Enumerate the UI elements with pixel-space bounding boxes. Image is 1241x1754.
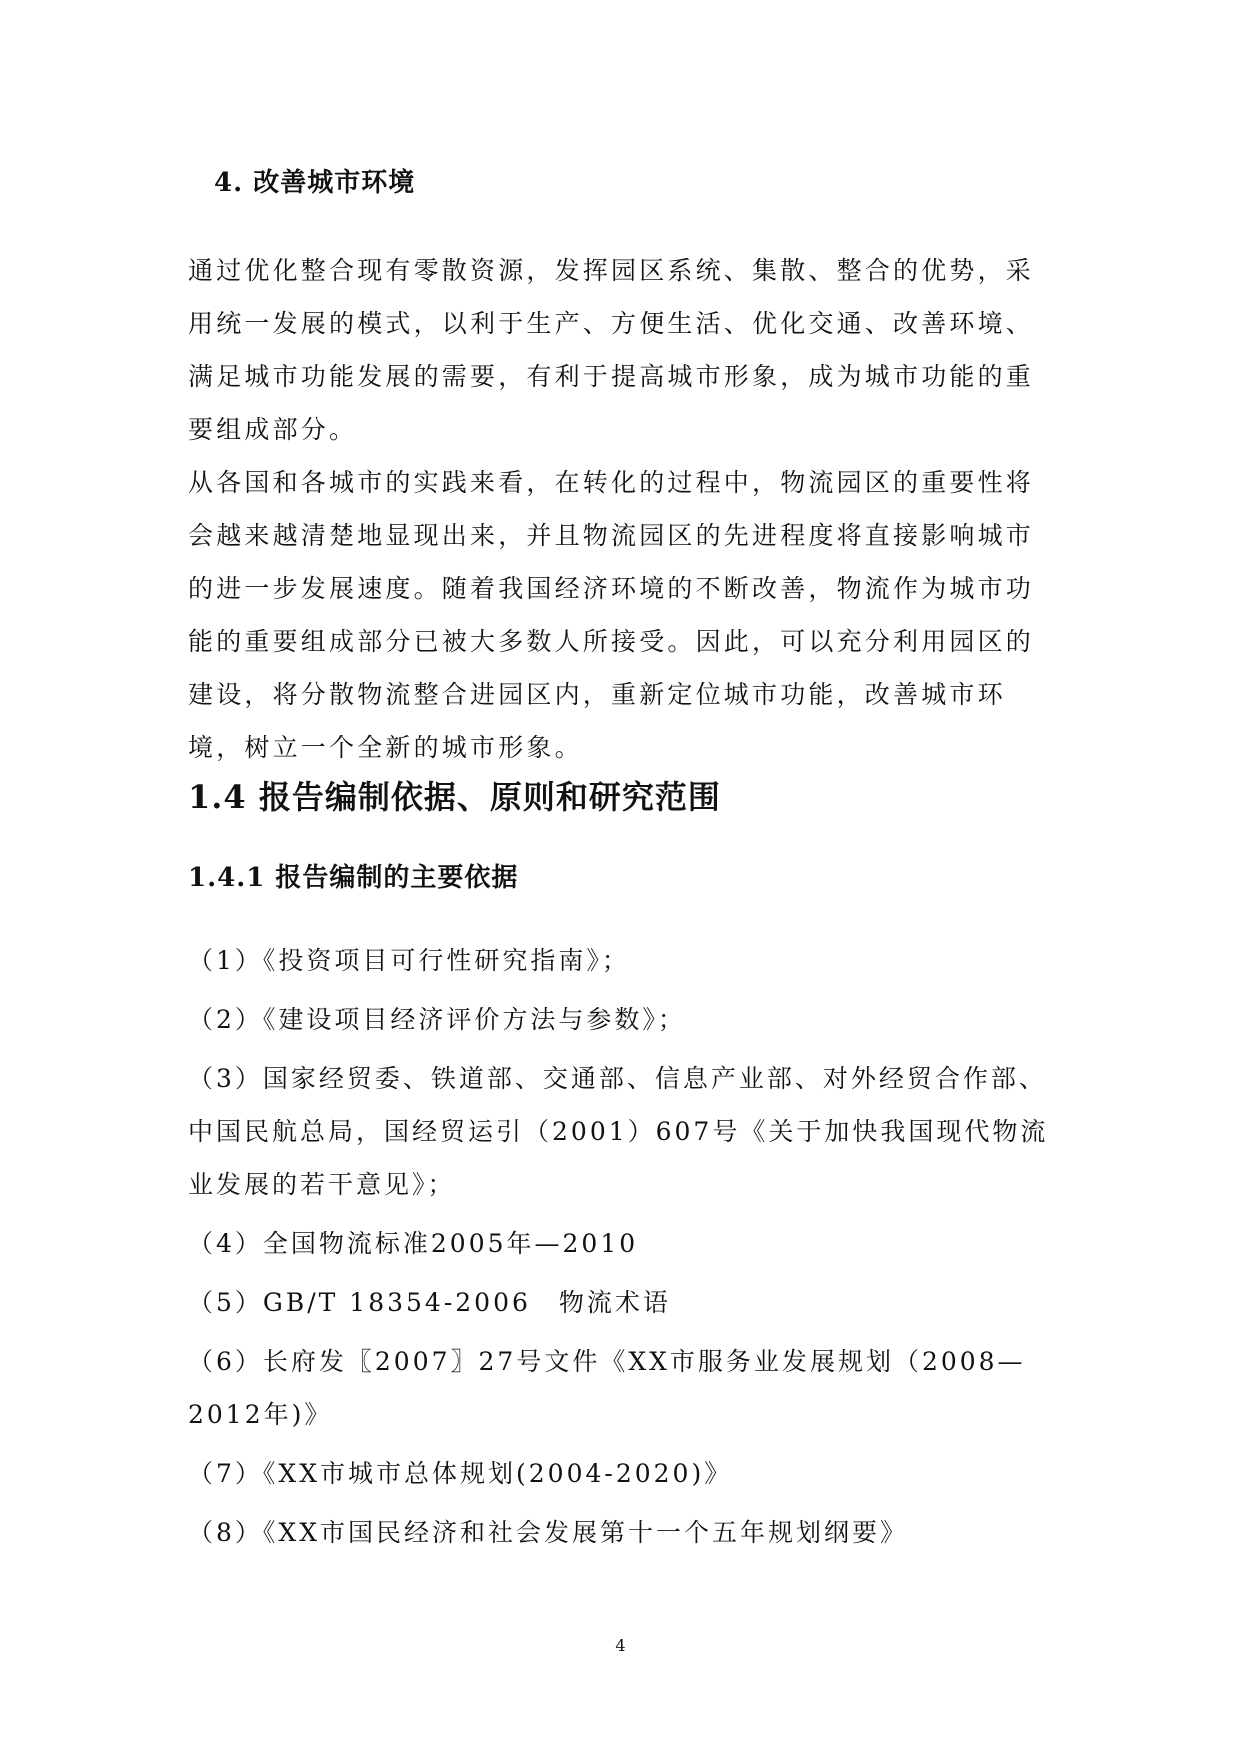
reference-item: （1）《投资项目可行性研究指南》； (188, 946, 630, 975)
reference-item: （8）《XX市国民经济和社会发展第十一个五年规划纲要》 (188, 1518, 909, 1547)
body-paragraph: 从各国和各城市的实践来看，在转化的过程中，物流园区的重要性将会越来越清楚地显现出来，并且物流园区的先进程度将直接影响城市的进一步发展速度。随着我国经济环境的不断改善，物流作为城市功能的重要组成部分已被大多数人所接受。因此，可以充分利用园区的建设，将分散物流整合进园区内，重新定位城市功能，改善城市环境，树立一个全新的城市形象。 (188, 468, 1035, 762)
reference-item: （6）长府发〖2007〗27号文件《XX市服务业发展规划（2008—2012年)》 (188, 1347, 1026, 1429)
body-paragraph: 通过优化整合现有零散资源，发挥园区系统、集散、整合的优势，采用统一发展的模式，以利于生产、方便生活、优化交通、改善环境、满足城市功能发展的需要，有利于提高城市形象，成为城市功能的重要组成部分。 (188, 256, 1035, 444)
reference-item: （4）全国物流标准2005年—2010 (188, 1229, 639, 1258)
reference-item: （7）《XX市城市总体规划(2004-2020)》 (188, 1459, 733, 1488)
reference-list (188, 934, 1058, 1565)
page-number: 4 (615, 1636, 626, 1655)
reference-item: （5）GB/T 18354-2006 物流术语 (188, 1288, 671, 1317)
reference-item: （2）《建设项目经济评价方法与参数》； (188, 1005, 686, 1034)
reference-item: （3）国家经贸委、铁道部、交通部、信息产业部、对外经贸合作部、中国民航总局，国经贸运引（2001）607号《关于加快我国现代物流业发展的若干意见》； (188, 1064, 1049, 1199)
section-1-4-heading: 1.4 报告编制依据、原则和研究范围 (188, 778, 721, 816)
section-1-4-1-heading: 1.4.1 报告编制的主要依据 (188, 863, 519, 893)
section-4-heading: 4. 改善城市环境 (214, 168, 416, 198)
